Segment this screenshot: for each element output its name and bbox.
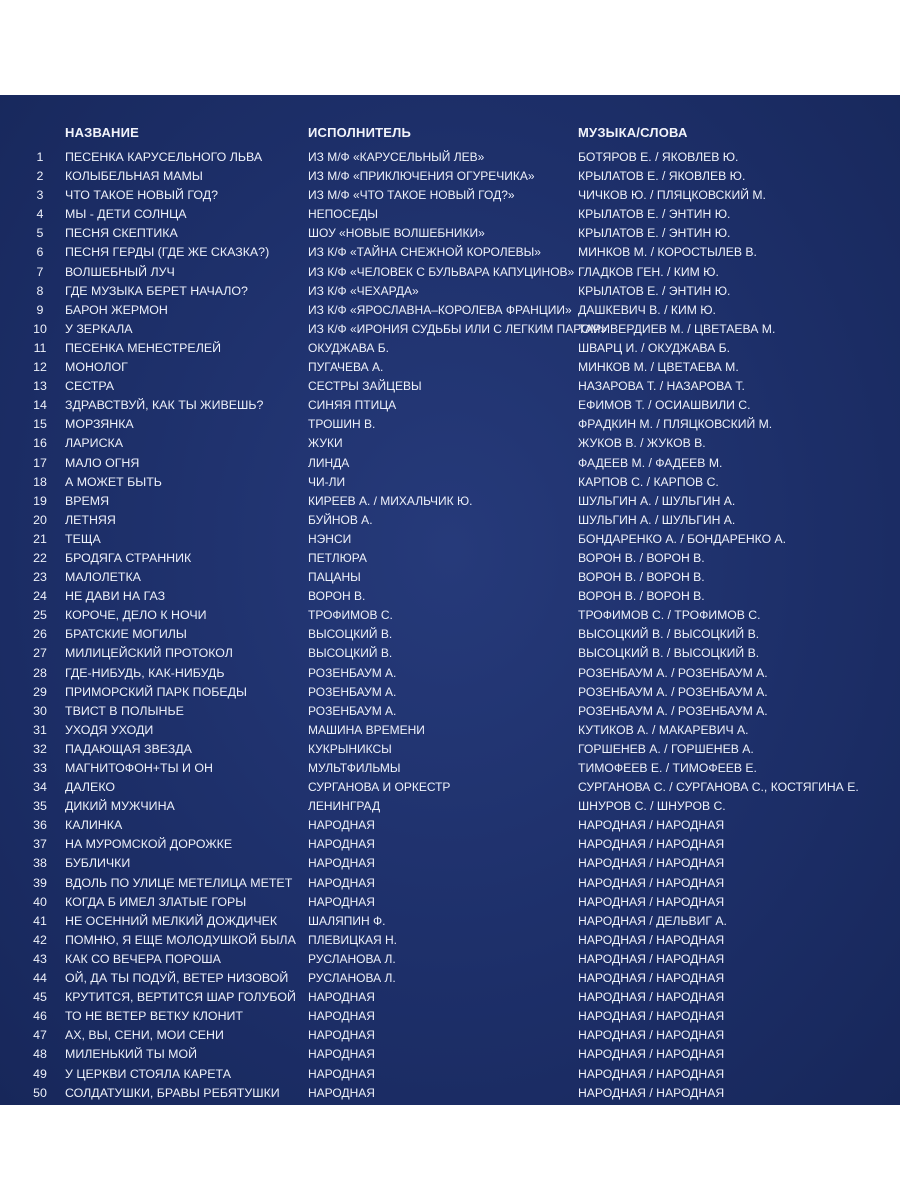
- track-music-lyrics: НАЗАРОВА Т. / НАЗАРОВА Т.: [578, 379, 745, 394]
- track-music-lyrics: НАРОДНАЯ / НАРОДНАЯ: [578, 894, 725, 909]
- track-music-lyrics: ДАШКЕВИЧ В. / КИМ Ю.: [578, 302, 716, 317]
- track-artist: ТРОШИН В.: [308, 417, 376, 432]
- track-row: [0, 301, 900, 320]
- track-music-lyrics: КРЫЛАТОВ Е. / ЭНТИН Ю.: [578, 226, 731, 241]
- track-title: А МОЖЕТ БЫТЬ: [65, 474, 162, 489]
- track-number: 41: [33, 913, 47, 928]
- track-title: ВДОЛЬ ПО УЛИЦЕ МЕТЕЛИЦА МЕТЕТ: [65, 875, 293, 890]
- track-row: [0, 740, 900, 759]
- track-music-lyrics: ЖУКОВ В. / ЖУКОВ В.: [578, 436, 706, 451]
- track-number: 45: [33, 990, 47, 1005]
- track-row: [0, 358, 900, 377]
- track-number: 42: [33, 932, 47, 947]
- track-row: [0, 339, 900, 358]
- track-row: [0, 186, 900, 205]
- track-music-lyrics: СУРГАНОВА С. / СУРГАНОВА С., КОСТЯГИНА Е.: [578, 780, 859, 795]
- track-artist: ПЛЕВИЦКАЯ Н.: [308, 932, 398, 947]
- track-row: [0, 702, 900, 721]
- track-number: 49: [33, 1066, 47, 1081]
- track-number: 50: [33, 1085, 47, 1100]
- track-music-lyrics: КРЫЛАТОВ Е. / ЭНТИН Ю.: [578, 207, 731, 222]
- track-title: КОРОЧЕ, ДЕЛО К НОЧИ: [65, 608, 207, 623]
- track-row: [0, 797, 900, 816]
- track-title: ТЕЩА: [65, 531, 101, 546]
- track-number: 20: [33, 512, 47, 527]
- track-artist: НАРОДНАЯ: [308, 818, 375, 833]
- track-title: ГДЕ МУЗЫКА БЕРЕТ НАЧАЛО?: [65, 283, 248, 298]
- track-music-lyrics: НАРОДНАЯ / НАРОДНАЯ: [578, 951, 725, 966]
- track-title: ПЕСНЯ ГЕРДЫ (ГДЕ ЖЕ СКАЗКА?): [65, 245, 270, 260]
- track-row: [0, 473, 900, 492]
- track-artist: НЕПОСЕДЫ: [308, 207, 379, 222]
- track-music-lyrics: ШНУРОВ С. / ШНУРОВ С.: [578, 799, 726, 814]
- track-row: [0, 434, 900, 453]
- track-title: ПЕСНЯ СКЕПТИКА: [65, 226, 178, 241]
- track-title: КРУТИТСЯ, ВЕРТИТСЯ ШАР ГОЛУБОЙ: [65, 990, 296, 1005]
- track-artist: СЕСТРЫ ЗАЙЦЕВЫ: [308, 379, 422, 394]
- track-music-lyrics: ШВАРЦ И. / ОКУДЖАВА Б.: [578, 340, 731, 355]
- track-title: ЛЕТНЯЯ: [65, 512, 116, 527]
- track-music-lyrics: ФАДЕЕВ М. / ФАДЕЕВ М.: [578, 455, 723, 470]
- track-row: [0, 683, 900, 702]
- track-row: [0, 587, 900, 606]
- track-artist: НАРОДНАЯ: [308, 1028, 375, 1043]
- track-artist: НАРОДНАЯ: [308, 1066, 375, 1081]
- track-number: 32: [33, 741, 47, 756]
- track-music-lyrics: ШУЛЬГИН А. / ШУЛЬГИН А.: [578, 512, 736, 527]
- track-title: УХОДЯ УХОДИ: [65, 722, 154, 737]
- track-music-lyrics: БОТЯРОВ Е. / ЯКОВЛЕВ Ю.: [578, 150, 739, 164]
- track-number: 15: [33, 417, 47, 432]
- track-artist: ИЗ К/Ф «ИРОНИЯ СУДЬБЫ ИЛИ С ЛЕГКИМ ПАРОМ»: [308, 321, 607, 336]
- track-number: 40: [33, 894, 47, 909]
- track-music-lyrics: НАРОДНАЯ / НАРОДНАЯ: [578, 1085, 725, 1100]
- track-music-lyrics: ГОРШЕНЕВ А. / ГОРШЕНЕВ А.: [578, 741, 754, 756]
- track-number: 6: [36, 245, 44, 260]
- track-row: [0, 377, 900, 396]
- track-title: ПЕСЕНКА МЕНЕСТРЕЛЕЙ: [65, 340, 221, 355]
- track-number: 23: [33, 570, 47, 585]
- track-music-lyrics: ВЫСОЦКИЙ В. / ВЫСОЦКИЙ В.: [578, 627, 760, 642]
- track-number: 47: [33, 1028, 47, 1043]
- track-row: [0, 988, 900, 1007]
- track-title: ВРЕМЯ: [65, 493, 110, 508]
- track-artist: ВЫСОЦКИЙ В.: [308, 627, 393, 642]
- track-artist: МАШИНА ВРЕМЕНИ: [308, 722, 425, 737]
- track-row: [0, 205, 900, 224]
- track-music-lyrics: НАРОДНАЯ / НАРОДНАЯ: [578, 1047, 725, 1062]
- track-artist: НАРОДНАЯ: [308, 1085, 375, 1100]
- track-number: 43: [33, 951, 47, 966]
- track-artist: ТРОФИМОВ С.: [308, 608, 393, 623]
- track-number: 22: [33, 550, 47, 565]
- track-title: СЕСТРА: [65, 379, 115, 394]
- track-music-lyrics: ВЫСОЦКИЙ В. / ВЫСОЦКИЙ В.: [578, 646, 760, 661]
- track-row: [0, 263, 900, 282]
- track-artist: ШОУ «НОВЫЕ ВОЛШЕБНИКИ»: [308, 226, 485, 241]
- track-music-lyrics: НАРОДНАЯ / НАРОДНАЯ: [578, 1066, 725, 1081]
- track-row: [0, 415, 900, 434]
- track-number: 36: [33, 818, 47, 833]
- track-music-lyrics: НАРОДНАЯ / НАРОДНАЯ: [578, 818, 725, 833]
- track-number: 2: [36, 169, 44, 184]
- track-music-lyrics: ФРАДКИН М. / ПЛЯЦКОВСКИЙ М.: [578, 417, 773, 432]
- track-number: 7: [36, 264, 44, 279]
- track-row: [0, 874, 900, 893]
- track-number: 19: [33, 493, 47, 508]
- track-number: 18: [33, 474, 47, 489]
- track-number: 10: [33, 321, 47, 336]
- track-music-lyrics: ВОРОН В. / ВОРОН В.: [578, 589, 705, 604]
- track-number: 17: [33, 455, 47, 470]
- track-number: 28: [33, 665, 47, 680]
- track-row: [0, 912, 900, 931]
- track-music-lyrics: НАРОДНАЯ / НАРОДНАЯ: [578, 856, 725, 871]
- track-number: 26: [33, 627, 47, 642]
- track-title: БУБЛИЧКИ: [65, 856, 131, 871]
- track-number: 21: [33, 531, 47, 546]
- track-music-lyrics: ЕФИМОВ Т. / ОСИАШВИЛИ С.: [578, 398, 751, 413]
- track-row: [0, 664, 900, 683]
- track-music-lyrics: КАРПОВ С. / КАРПОВ С.: [578, 474, 719, 489]
- track-row: [0, 282, 900, 301]
- track-number: 12: [33, 360, 47, 375]
- track-title: КАЛИНКА: [65, 818, 123, 833]
- track-artist: БУЙНОВ А.: [308, 512, 373, 527]
- track-artist: РУСЛАНОВА Л.: [308, 971, 396, 986]
- track-music-lyrics: НАРОДНАЯ / НАРОДНАЯ: [578, 971, 725, 986]
- track-title: МИЛИЦЕЙСКИЙ ПРОТОКОЛ: [65, 646, 233, 661]
- track-title: У ЗЕРКАЛА: [65, 321, 133, 336]
- track-music-lyrics: НАРОДНАЯ / НАРОДНАЯ: [578, 837, 725, 852]
- track-row: [0, 243, 900, 262]
- track-music-lyrics: КУТИКОВ А. / МАКАРЕВИЧ А.: [578, 722, 749, 737]
- track-artist: ИЗ К/Ф «ЧЕЛОВЕК С БУЛЬВАРА КАПУЦИНОВ»: [308, 264, 575, 279]
- tracklist-panel: [0, 95, 900, 1105]
- track-artist: ПЕТЛЮРА: [308, 550, 367, 565]
- track-row: [0, 893, 900, 912]
- track-row: [0, 835, 900, 854]
- track-number: 14: [33, 398, 47, 413]
- track-artist: ОКУДЖАВА Б.: [308, 340, 389, 355]
- track-row: [0, 606, 900, 625]
- track-number: 30: [33, 703, 47, 718]
- column-headers: [0, 125, 900, 147]
- track-artist: НАРОДНАЯ: [308, 1009, 375, 1024]
- track-number: 9: [36, 302, 44, 317]
- track-title: ЛАРИСКА: [65, 436, 123, 451]
- track-row: [0, 568, 900, 587]
- track-title: НЕ ДАВИ НА ГАЗ: [65, 589, 166, 604]
- track-number: 3: [36, 188, 44, 203]
- track-title: МЫ - ДЕТИ СОЛНЦА: [65, 207, 187, 222]
- track-number: 39: [33, 875, 47, 890]
- track-title: ПЕСЕНКА КАРУСЕЛЬНОГО ЛЬВА: [65, 150, 263, 164]
- track-row: [0, 320, 900, 339]
- track-row: [0, 492, 900, 511]
- track-number: 31: [33, 722, 47, 737]
- track-title: ДАЛЕКО: [65, 780, 116, 795]
- track-artist: КУКРЫНИКСЫ: [308, 741, 392, 756]
- track-music-lyrics: МИНКОВ М. / КОРОСТЫЛЕВ В.: [578, 245, 757, 260]
- track-row: [0, 1007, 900, 1026]
- header-title: НАЗВАНИЕ: [65, 125, 140, 140]
- track-row: [0, 644, 900, 663]
- header-music: МУЗЫКА/СЛОВА: [578, 125, 688, 140]
- track-row: [0, 721, 900, 740]
- track-number: 25: [33, 608, 47, 623]
- track-music-lyrics: ТРОФИМОВ С. / ТРОФИМОВ С.: [578, 608, 761, 623]
- track-row: [0, 1045, 900, 1064]
- track-artist: ПАЦАНЫ: [308, 570, 361, 585]
- track-title: БАРОН ЖЕРМОН: [65, 302, 168, 317]
- track-artist: ИЗ К/Ф «ТАЙНА СНЕЖНОЙ КОРОЛЕВЫ»: [308, 245, 541, 260]
- track-music-lyrics: НАРОДНАЯ / НАРОДНАЯ: [578, 875, 725, 890]
- track-music-lyrics: КРЫЛАТОВ Е. / ЭНТИН Ю.: [578, 283, 731, 298]
- track-title: МИЛЕНЬКИЙ ТЫ МОЙ: [65, 1047, 198, 1062]
- track-music-lyrics: ТИМОФЕЕВ Е. / ТИМОФЕЕВ Е.: [578, 761, 757, 775]
- header-artist: ИСПОЛНИТЕЛЬ: [308, 125, 411, 140]
- track-title: ПАДАЮЩАЯ ЗВЕЗДА: [65, 741, 192, 756]
- track-title: ЗДРАВСТВУЙ, КАК ТЫ ЖИВЕШЬ?: [65, 398, 264, 413]
- track-title: ТВИСТ В ПОЛЫНЬЕ: [65, 703, 184, 718]
- track-row: [0, 1026, 900, 1045]
- track-row: [0, 167, 900, 186]
- track-music-lyrics: НАРОДНАЯ / НАРОДНАЯ: [578, 990, 725, 1005]
- track-artist: СУРГАНОВА И ОРКЕСТР: [308, 780, 451, 795]
- track-title: БРАТСКИЕ МОГИЛЫ: [65, 627, 187, 642]
- track-row: [0, 549, 900, 568]
- track-music-lyrics: ШУЛЬГИН А. / ШУЛЬГИН А.: [578, 493, 736, 508]
- track-number: 13: [33, 379, 47, 394]
- track-artist: ИЗ К/Ф «ЧЕХАРДА»: [308, 283, 419, 298]
- track-row: [0, 759, 900, 778]
- track-artist: РОЗЕНБАУМ А.: [308, 665, 397, 680]
- track-number: 1: [36, 150, 44, 164]
- track-artist: РОЗЕНБАУМ А.: [308, 703, 397, 718]
- track-title: НА МУРОМСКОЙ ДОРОЖКЕ: [65, 837, 233, 852]
- track-artist: МУЛЬТФИЛЬМЫ: [308, 761, 401, 775]
- track-title: ГДЕ-НИБУДЬ, КАК-НИБУДЬ: [65, 665, 225, 680]
- track-number: 35: [33, 799, 47, 814]
- track-artist: ИЗ М/Ф «ЧТО ТАКОЕ НОВЫЙ ГОД?»: [308, 188, 515, 203]
- track-artist: ИЗ М/Ф «КАРУСЕЛЬНЫЙ ЛЕВ»: [308, 150, 485, 164]
- track-artist: НАРОДНАЯ: [308, 894, 375, 909]
- track-artist: НАРОДНАЯ: [308, 875, 375, 890]
- track-artist: НАРОДНАЯ: [308, 856, 375, 871]
- track-number: 5: [36, 226, 44, 241]
- track-artist: НАРОДНАЯ: [308, 837, 375, 852]
- track-artist: ЖУКИ: [308, 436, 343, 451]
- track-row: [0, 224, 900, 243]
- track-title: МАЛОЛЕТКА: [65, 570, 141, 585]
- track-artist: ПУГАЧЕВА А.: [308, 360, 384, 375]
- track-row: [0, 778, 900, 797]
- track-music-lyrics: МИНКОВ М. / ЦВЕТАЕВА М.: [578, 360, 739, 375]
- track-title: ПОМНЮ, Я ЕЩЕ МОЛОДУШКОЙ БЫЛА: [65, 932, 296, 947]
- track-artist: НАРОДНАЯ: [308, 1047, 375, 1062]
- track-title: ОЙ, ДА ТЫ ПОДУЙ, ВЕТЕР НИЗОВОЙ: [65, 971, 289, 986]
- track-artist: ИЗ К/Ф «ЯРОСЛАВНА–КОРОЛЕВА ФРАНЦИИ»: [308, 302, 572, 317]
- track-number: 33: [33, 761, 47, 775]
- track-row: [0, 1065, 900, 1084]
- track-row: [0, 625, 900, 644]
- track-artist: ЧИ-ЛИ: [308, 474, 346, 489]
- track-title: АХ, ВЫ, СЕНИ, МОИ СЕНИ: [65, 1028, 224, 1043]
- track-number: 11: [33, 340, 47, 355]
- track-number: 16: [33, 436, 47, 451]
- track-title: ЧТО ТАКОЕ НОВЫЙ ГОД?: [65, 188, 219, 203]
- track-artist: СИНЯЯ ПТИЦА: [308, 398, 397, 413]
- track-row: [0, 816, 900, 835]
- track-artist: НАРОДНАЯ: [308, 990, 375, 1005]
- track-music-lyrics: ТАРИВЕРДИЕВ М. / ЦВЕТАЕВА М.: [578, 321, 776, 336]
- track-artist: ВЫСОЦКИЙ В.: [308, 646, 393, 661]
- track-title: КАК СО ВЕЧЕРА ПОРОША: [65, 951, 221, 966]
- track-list: [0, 148, 900, 1103]
- track-title: СОЛДАТУШКИ, БРАВЫ РЕБЯТУШКИ: [65, 1085, 280, 1100]
- track-row: [0, 950, 900, 969]
- track-artist: ЛИНДА: [308, 455, 350, 470]
- track-artist: РОЗЕНБАУМ А.: [308, 684, 397, 699]
- track-number: 29: [33, 684, 47, 699]
- track-number: 34: [33, 780, 47, 795]
- track-music-lyrics: ВОРОН В. / ВОРОН В.: [578, 550, 705, 565]
- track-title: ТО НЕ ВЕТЕР ВЕТКУ КЛОНИТ: [65, 1009, 243, 1024]
- track-music-lyrics: РОЗЕНБАУМ А. / РОЗЕНБАУМ А.: [578, 703, 768, 718]
- track-title: МОРЗЯНКА: [65, 417, 134, 432]
- track-music-lyrics: КРЫЛАТОВ Е. / ЯКОВЛЕВ Ю.: [578, 169, 746, 184]
- track-number: 24: [33, 589, 47, 604]
- track-row: [0, 454, 900, 473]
- track-music-lyrics: РОЗЕНБАУМ А. / РОЗЕНБАУМ А.: [578, 665, 768, 680]
- track-artist: ВОРОН В.: [308, 589, 366, 604]
- track-title: ДИКИЙ МУЖЧИНА: [65, 799, 175, 814]
- track-row: [0, 854, 900, 873]
- track-number: 44: [33, 971, 47, 986]
- track-music-lyrics: НАРОДНАЯ / НАРОДНАЯ: [578, 932, 725, 947]
- track-title: КОГДА Б ИМЕЛ ЗЛАТЫЕ ГОРЫ: [65, 894, 247, 909]
- track-artist: КИРЕЕВ А. / МИХАЛЬЧИК Ю.: [308, 493, 473, 508]
- track-artist: ИЗ М/Ф «ПРИКЛЮЧЕНИЯ ОГУРЕЧИКА»: [308, 169, 535, 184]
- track-title: МАЛО ОГНЯ: [65, 455, 140, 470]
- track-artist: НЭНСИ: [308, 531, 352, 546]
- track-music-lyrics: НАРОДНАЯ / НАРОДНАЯ: [578, 1028, 725, 1043]
- track-music-lyrics: ЧИЧКОВ Ю. / ПЛЯЦКОВСКИЙ М.: [578, 188, 766, 203]
- track-title: МОНОЛОГ: [65, 360, 128, 375]
- track-number: 4: [36, 207, 44, 222]
- track-music-lyrics: РОЗЕНБАУМ А. / РОЗЕНБАУМ А.: [578, 684, 768, 699]
- track-artist: РУСЛАНОВА Л.: [308, 951, 396, 966]
- track-music-lyrics: БОНДАРЕНКО А. / БОНДАРЕНКО А.: [578, 531, 787, 546]
- track-title: БРОДЯГА СТРАННИК: [65, 550, 192, 565]
- track-number: 46: [33, 1009, 47, 1024]
- track-row: [0, 969, 900, 988]
- track-title: МАГНИТОФОН+ТЫ И ОН: [65, 761, 213, 775]
- track-row: [0, 530, 900, 549]
- track-music-lyrics: НАРОДНАЯ / НАРОДНАЯ: [578, 1009, 725, 1024]
- track-artist: ШАЛЯПИН Ф.: [308, 913, 386, 928]
- track-number: 27: [33, 646, 47, 661]
- track-row: [0, 511, 900, 530]
- track-music-lyrics: НАРОДНАЯ / ДЕЛЬВИГ А.: [578, 913, 727, 928]
- track-number: 38: [33, 856, 47, 871]
- track-music-lyrics: ВОРОН В. / ВОРОН В.: [578, 570, 705, 585]
- track-row: [0, 931, 900, 950]
- track-number: 48: [33, 1047, 47, 1062]
- track-row: [0, 1084, 900, 1103]
- track-title: ВОЛШЕБНЫЙ ЛУЧ: [65, 264, 175, 279]
- track-number: 8: [36, 283, 44, 298]
- track-title: ПРИМОРСКИЙ ПАРК ПОБЕДЫ: [65, 684, 247, 699]
- track-row: [0, 148, 900, 167]
- track-row: [0, 396, 900, 415]
- track-artist: ЛЕНИНГРАД: [308, 799, 381, 814]
- track-title: НЕ ОСЕННИЙ МЕЛКИЙ ДОЖДИЧЕК: [65, 913, 278, 928]
- track-title: У ЦЕРКВИ СТОЯЛА КАРЕТА: [65, 1066, 231, 1081]
- track-number: 37: [33, 837, 47, 852]
- track-music-lyrics: ГЛАДКОВ ГЕН. / КИМ Ю.: [578, 264, 719, 279]
- track-title: КОЛЫБЕЛЬНАЯ МАМЫ: [65, 169, 203, 184]
